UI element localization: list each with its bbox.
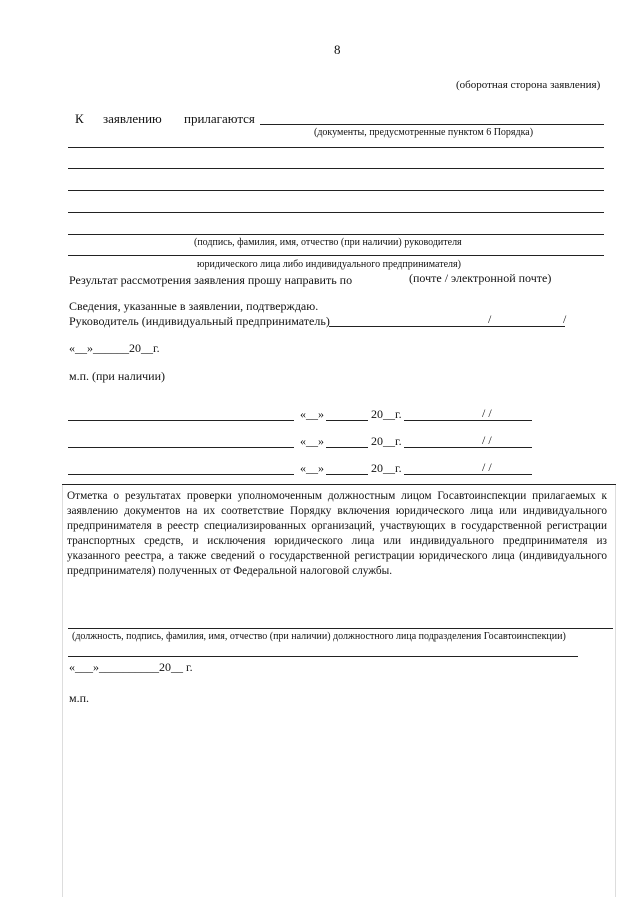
sign-row-line [68,420,294,421]
signature-caption-2: юридического лица либо индивидуального предпринимателя) [197,259,461,270]
blank-line-2 [68,168,604,169]
inspection-text: Отметка о результатах проверки уполномоченным должностным лицом Госавтоинспекции прилагаемых к заявлению документов на их соответствие Порядку включения юридического лица или индивидуального предпринимателя в реестр специализированных организаций, участвующих в государственной регистрации транспортных средств, и исключения юридического лица или индивидуального предпринимателя из указанного реестра, а также сведений о государственной регистрации юридического лица (индивидуального предпринимателя) полученных от Федеральной налоговой службы. [67,490,607,577]
blank-line-5 [68,234,604,235]
page-number: 8 [334,42,341,57]
attach-underline [260,124,604,125]
head-slash-1: / [488,312,492,326]
section-separator [62,484,616,485]
blank-line-1 [68,147,604,148]
sign-row-name-line [404,474,532,475]
side-note: (оборотная сторона заявления) [456,79,601,91]
sign-row-slashes: / / [482,460,492,474]
attach-caption: (документы, предусмотренные пунктом 6 Порядка) [314,127,534,138]
sign-row-year: 20__г. [371,461,402,475]
confirm-text: Сведения, указанные в заявлении, подтверждаю. [69,299,319,313]
sign-row-month-line [326,420,368,421]
attach-zayavleniyu: заявлению [103,111,162,126]
official-extra-line [68,656,578,657]
final-date: «___»__________20__ г. [69,660,193,674]
sign-row-date: «__» [300,461,324,475]
sign-row-name-line [404,420,532,421]
sign-row-month-line [326,474,368,475]
date-line: «__»______20__г. [69,341,160,355]
sign-row-name-line [404,447,532,448]
head-label: Руководитель (индивидуальный предприниматель) [69,314,330,328]
sign-row-slashes: / / [482,406,492,420]
sign-row-date: «__» [300,407,324,421]
sign-row-year: 20__г. [371,407,402,421]
sign-row-date: «__» [300,434,324,448]
sign-row-line [68,474,294,475]
head-slash-2: / [563,312,567,326]
section-border-right [615,485,616,897]
final-stamp: м.п. [69,691,90,705]
head-signature-line [329,326,565,327]
official-caption: (должность, подпись, фамилия, имя, отчество (при наличии) должностного лица подразделения Госавтоинспекции) [72,631,566,642]
blank-line-6 [68,255,604,256]
attach-prilagayutsya: прилагаются [184,111,255,126]
section-border-left [62,485,63,897]
sign-row-line [68,447,294,448]
stamp-note: м.п. (при наличии) [69,369,165,383]
sign-row-slashes: / / [482,433,492,447]
result-options: (почте / электронной почте) [409,271,552,285]
sign-row-year: 20__г. [371,434,402,448]
blank-line-4 [68,212,604,213]
signature-caption-1: (подпись, фамилия, имя, отчество (при наличии) руководителя [194,237,462,248]
attach-k: К [75,111,84,126]
blank-line-3 [68,190,604,191]
official-signature-line [68,628,613,629]
result-request: Результат рассмотрения заявления прошу направить по [69,273,353,287]
sign-row-month-line [326,447,368,448]
